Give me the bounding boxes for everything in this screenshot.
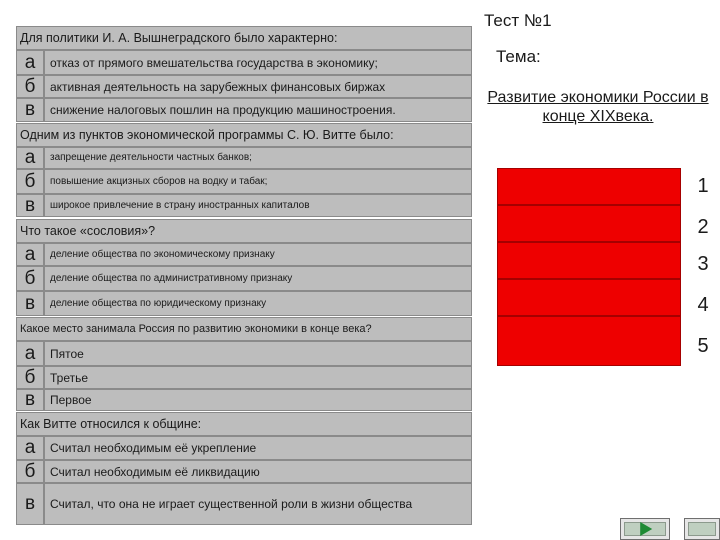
test-title: Тест №1: [484, 11, 552, 30]
next-button-face: [624, 522, 666, 536]
question-3-text: Что такое «сословия»?: [16, 219, 472, 243]
q3-option-v-letter[interactable]: в: [16, 291, 44, 316]
play-right-icon: [640, 522, 652, 536]
answer-box-1[interactable]: [497, 168, 681, 205]
q5-option-a-letter[interactable]: а: [16, 436, 44, 460]
answer-box-4[interactable]: [497, 279, 681, 316]
q2-option-b[interactable]: повышение акцизных сборов на водку и табак;: [44, 169, 472, 194]
q3-option-b[interactable]: деление общества по административному признаку: [44, 266, 472, 291]
q4-option-a-letter[interactable]: а: [16, 341, 44, 366]
q4-option-v-letter[interactable]: в: [16, 389, 44, 411]
q3-option-v[interactable]: деление общества по юридическому признаку: [44, 291, 472, 316]
q2-option-a-letter[interactable]: а: [16, 147, 44, 169]
question-5-text: Как Витте относился к общине:: [16, 412, 472, 436]
blank-button[interactable]: [684, 518, 720, 540]
topic-label: Тема:: [496, 47, 541, 66]
question-1-text: Для политики И. А. Вышнеградского было характерно:: [16, 26, 472, 50]
q5-option-b-letter[interactable]: б: [16, 460, 44, 483]
q1-option-b[interactable]: активная деятельность на зарубежных финансовых биржах: [44, 75, 472, 98]
topic-title: Развитие экономики России в конце XIXвека.: [487, 89, 709, 125]
q5-option-a[interactable]: Считал необходимым её укрепление: [44, 436, 472, 460]
q1-option-a[interactable]: отказ от прямого вмешательства государства в экономику;: [44, 50, 472, 75]
q5-option-v[interactable]: Считал, что она не играет существенной роли в жизни общества: [44, 483, 472, 525]
q4-option-a[interactable]: Пятое: [44, 341, 472, 366]
question-2-text: Одним из пунктов экономической программы С. Ю. Витте было:: [16, 123, 472, 147]
next-button[interactable]: [620, 518, 670, 540]
q2-option-b-letter[interactable]: б: [16, 169, 44, 194]
q3-option-a[interactable]: деление общества по экономическому признаку: [44, 243, 472, 266]
q1-option-v-letter[interactable]: в: [16, 98, 44, 122]
q3-option-b-letter[interactable]: б: [16, 266, 44, 291]
question-4-text: Какое место занимала Россия по развитию экономики в конце века?: [16, 317, 472, 341]
answer-box-2[interactable]: [497, 205, 681, 242]
q1-option-a-letter[interactable]: а: [16, 50, 44, 75]
q4-option-v[interactable]: Первое: [44, 389, 472, 411]
q4-option-b[interactable]: Третье: [44, 366, 472, 389]
answer-number-5[interactable]: 5: [697, 335, 709, 357]
q4-option-b-letter[interactable]: б: [16, 366, 44, 389]
q5-option-v-letter[interactable]: в: [16, 483, 44, 525]
q1-option-b-letter[interactable]: б: [16, 75, 44, 98]
q3-option-a-letter[interactable]: а: [16, 243, 44, 266]
answer-number-1[interactable]: 1: [697, 175, 709, 197]
answer-box-3[interactable]: [497, 242, 681, 279]
q2-option-a[interactable]: запрещение деятельности частных банков;: [44, 147, 472, 169]
answer-number-3[interactable]: 3: [697, 253, 709, 275]
answer-box-5[interactable]: [497, 316, 681, 366]
q2-option-v[interactable]: широкое привлечение в страну иностранных капиталов: [44, 194, 472, 217]
blank-button-face: [688, 522, 716, 536]
answer-number-4[interactable]: 4: [697, 294, 709, 316]
q5-option-b[interactable]: Считал необходимым её ликвидацию: [44, 460, 472, 483]
answer-number-2[interactable]: 2: [697, 216, 709, 238]
q2-option-v-letter[interactable]: в: [16, 194, 44, 217]
q1-option-v[interactable]: снижение налоговых пошлин на продукцию машиностроения.: [44, 98, 472, 122]
